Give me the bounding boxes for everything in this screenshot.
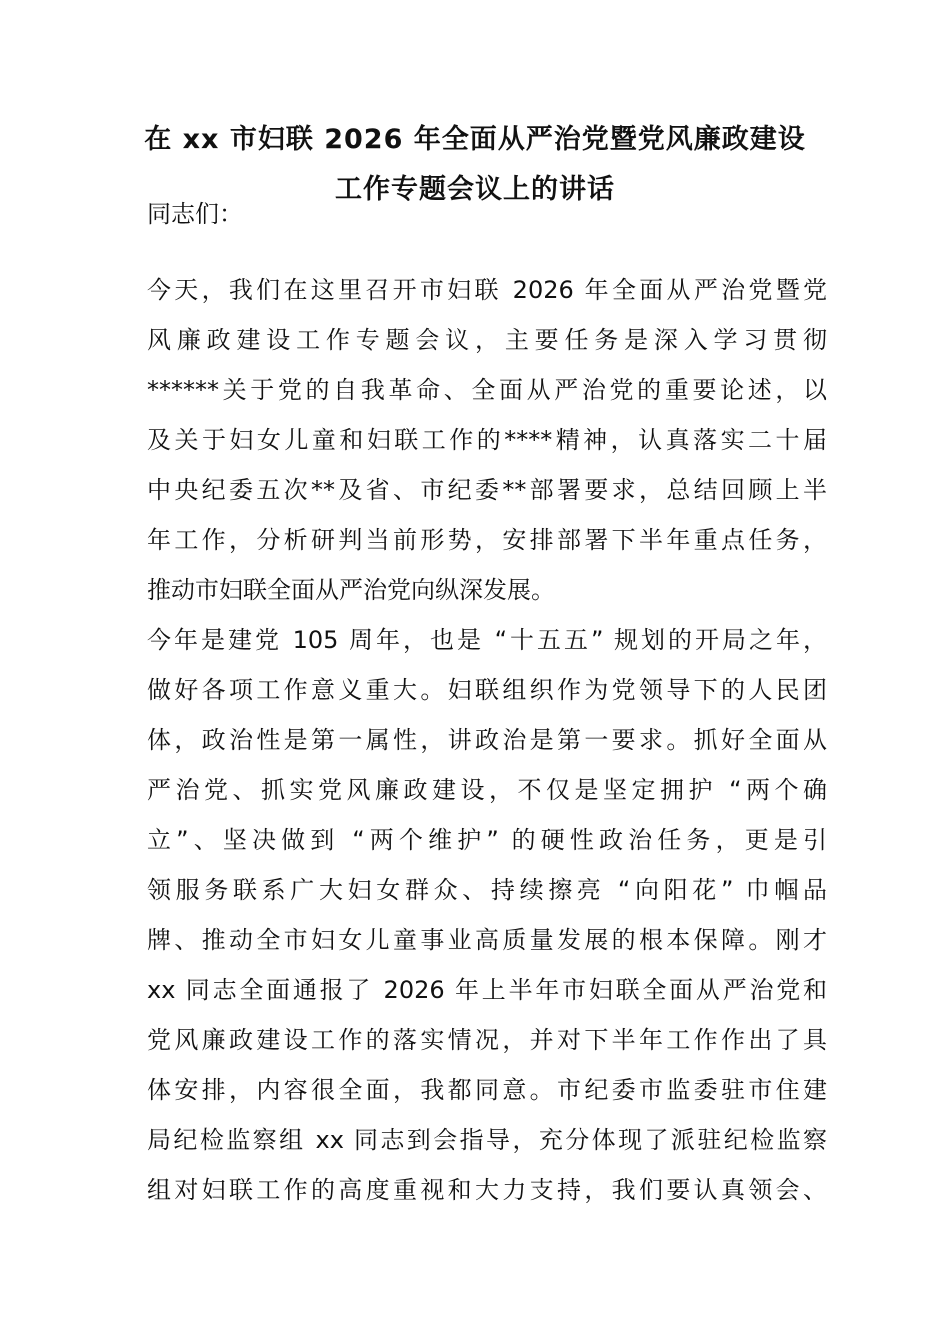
body-line: 年工作，分析研判当前形势，安排部署下半年重点任务，	[147, 526, 827, 554]
body-line: 严治党、抓实党风廉政建设，不仅是坚定拥护 “两个确	[147, 776, 827, 804]
document-title-line-2: 工作专题会议上的讲话	[335, 174, 615, 205]
body-line: 风廉政建设工作专题会议，主要任务是深入学习贯彻	[147, 326, 827, 354]
body-line: 今年是建党 105 周年，也是 “十五五” 规划的开局之年，	[147, 626, 827, 654]
body-line: 领服务联系广大妇女群众、持续擦亮 “向阳花” 巾帼品	[147, 876, 827, 904]
body-line: 今天，我们在这里召开市妇联 2026 年全面从严治党暨党	[147, 276, 827, 304]
body-line: xx 同志全面通报了 2026 年上半年市妇联全面从严治党和	[147, 976, 827, 1004]
body-line: ******关于党的自我革命、全面从严治党的重要论述，以	[147, 376, 827, 404]
document-title-line-1: 在 xx 市妇联 2026 年全面从严治党暨党风廉政建设	[144, 124, 806, 155]
body-line: 体安排，内容很全面，我都同意。市纪委市监委驻市住建	[147, 1076, 827, 1104]
body-line: 体，政治性是第一属性，讲政治是第一要求。抓好全面从	[147, 726, 827, 754]
body-line: 组对妇联工作的高度重视和大力支持，我们要认真领会、	[147, 1176, 827, 1204]
body-line: 做好各项工作意义重大。妇联组织作为党领导下的人民团	[147, 676, 827, 704]
salutation: 同志们：	[147, 200, 243, 228]
body-line: 及关于妇女儿童和妇联工作的****精神，认真落实二十届	[147, 426, 827, 454]
body-line: 牌、推动全市妇女儿童事业高质量发展的根本保障。刚才	[147, 926, 827, 954]
body-line: 局纪检监察组 xx 同志到会指导，充分体现了派驻纪检监察	[147, 1126, 827, 1154]
body-line: 立”、坚决做到 “两个维护” 的硬性政治任务，更是引	[147, 826, 827, 854]
body-line: 党风廉政建设工作的落实情况，并对下半年工作作出了具	[147, 1026, 827, 1054]
body-line: 推动市妇联全面从严治党向纵深发展。	[147, 576, 555, 604]
body-line: 中央纪委五次**及省、市纪委**部署要求，总结回顾上半	[147, 476, 827, 504]
